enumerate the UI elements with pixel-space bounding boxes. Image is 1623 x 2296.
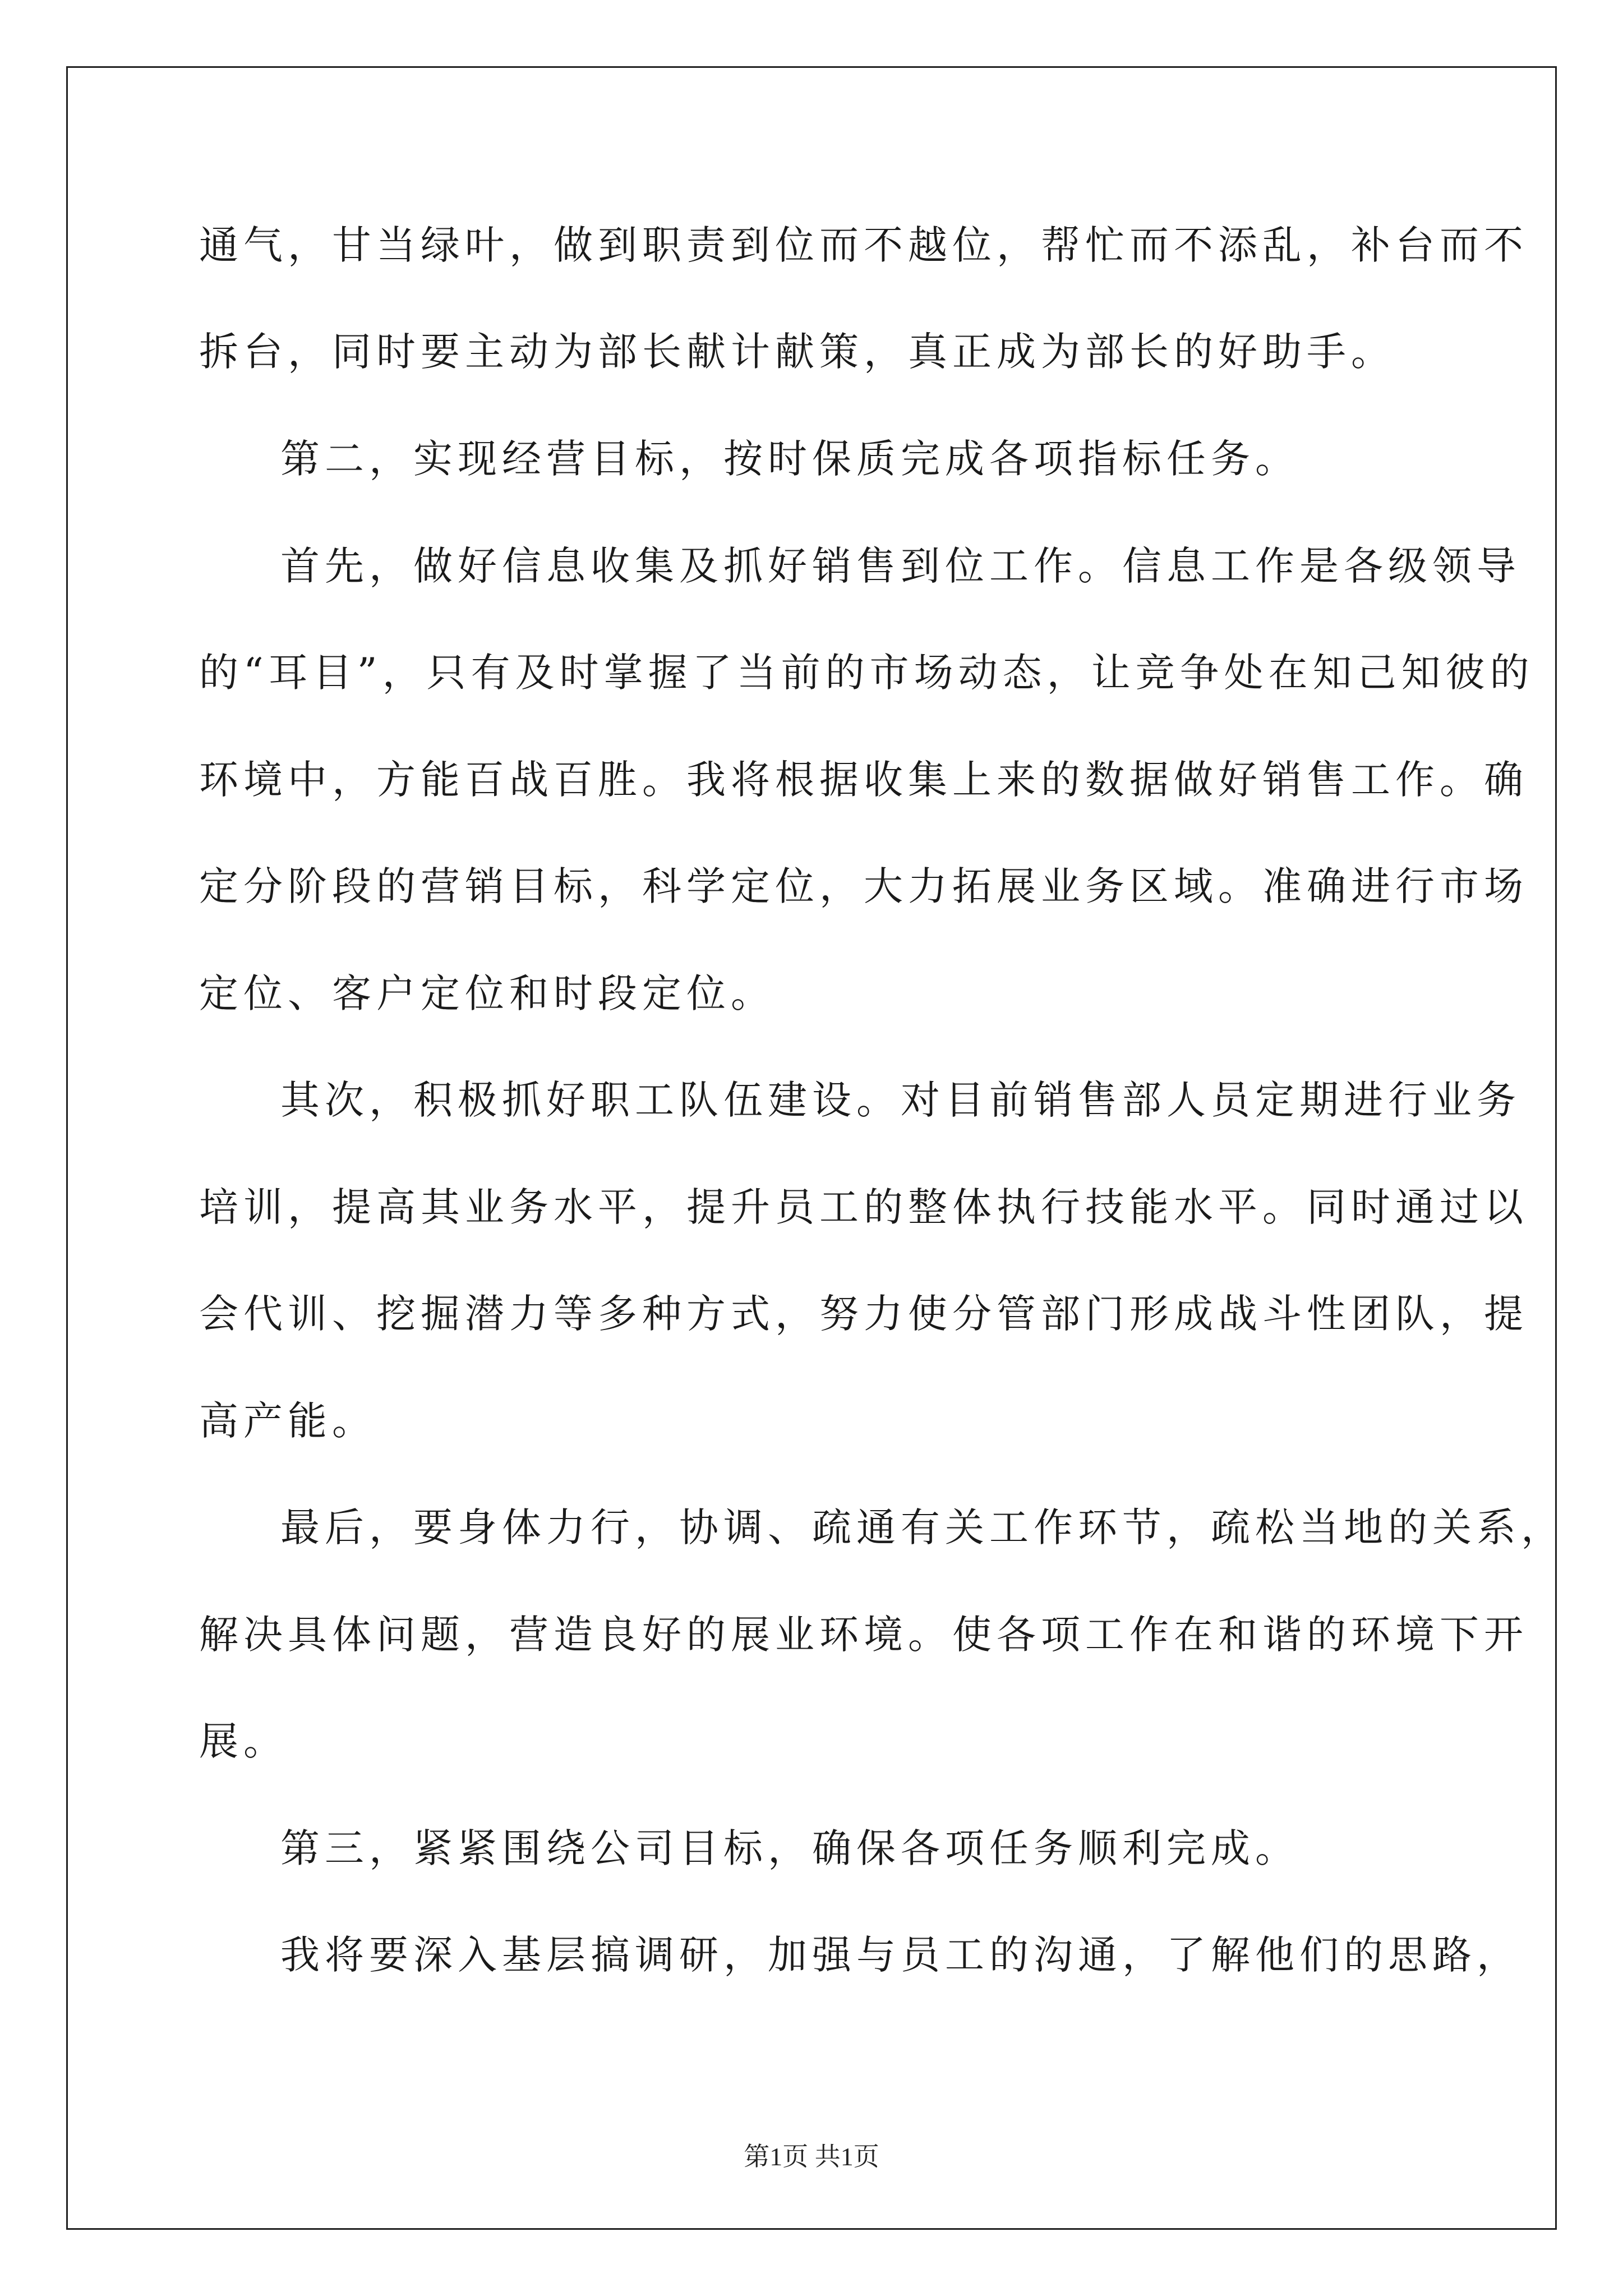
text-line-10: 培训，提高其业务水平，提升员工的整体执行技能水平。同时通过以 — [199, 1184, 1528, 1230]
text-line-7: 定分阶段的营销目标，科学定位，大力拓展业务区域。准确进行市场 — [199, 863, 1528, 909]
text-line-17: 我将要深入基层搞调研，加强与员工的沟通，了解他们的思路， — [280, 1932, 1521, 1978]
page-border — [66, 66, 1557, 2230]
text-line-2: 拆台，同时要主动为部长献计献策，真正成为部长的好助手。 — [199, 329, 1395, 375]
text-line-8: 定位、客户定位和时段定位。 — [199, 970, 775, 1016]
text-line-4: 首先，做好信息收集及抓好销售到位工作。信息工作是各级领导 — [280, 543, 1521, 589]
text-line-6: 环境中，方能百战百胜。我将根据收集上来的数据做好销售工作。确 — [199, 757, 1528, 803]
page-number-footer: 第1页 共1页 — [744, 2142, 879, 2171]
text-line-12: 高产能。 — [199, 1398, 376, 1444]
text-line-13: 最后，要身体力行，协调、疏通有关工作环节，疏松当地的关系， — [280, 1504, 1565, 1550]
paragraph-heading-3: 第三，紧紧围绕公司目标，确保各项任务顺利完成。 — [280, 1825, 1299, 1871]
paragraph-heading-2: 第二，实现经营目标，按时保质完成各项指标任务。 — [280, 436, 1299, 482]
text-line-9: 其次，积极抓好职工队伍建设。对目前销售部人员定期进行业务 — [280, 1077, 1521, 1123]
text-line-14: 解决具体问题，营造良好的展业环境。使各项工作在和谐的环境下开 — [199, 1612, 1528, 1658]
text-line-11: 会代训、挖掘潜力等多种方式，努力使分管部门形成战斗性团队，提 — [199, 1291, 1528, 1337]
text-line-15: 展。 — [199, 1718, 288, 1764]
text-line-1: 通气，甘当绿叶，做到职责到位而不越位，帮忙而不添乱，补台而不 — [199, 222, 1528, 268]
text-line-5: 的“耳目”，只有及时掌握了当前的市场动态，让竞争处在知己知彼的 — [199, 650, 1534, 696]
